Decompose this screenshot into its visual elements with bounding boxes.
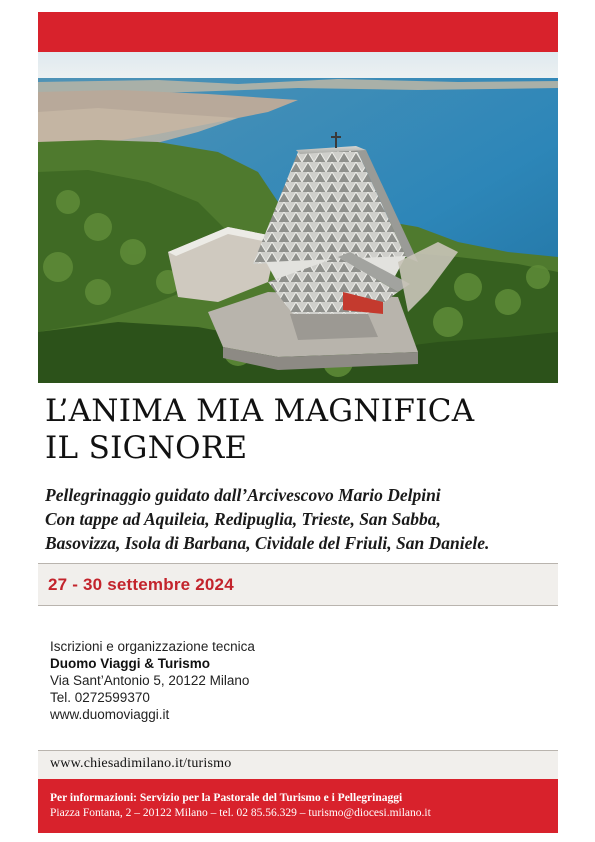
hero-photo: [38, 52, 558, 383]
sanctuary-aerial-image: [38, 52, 558, 383]
dates-band: [38, 563, 558, 606]
event-dates: 27 - 30 settembre 2024: [48, 575, 234, 594]
info-footer: [38, 779, 558, 833]
info-contacts: Piazza Fontana, 2 – 20122 Milano – tel. 02 85.56.329 – turismo@diocesi.milano.it: [50, 807, 431, 819]
pilgrimage-description: [45, 483, 565, 555]
agency-website-link[interactable]: www.duomoviaggi.it: [50, 707, 170, 722]
agency-phone: Tel. 0272599370: [50, 690, 150, 705]
subtitle-line-3: Basovizza, Isola di Barbana, Cividale del Friuli, San Daniele.: [45, 533, 490, 553]
title-line-2: IL SIGNORE: [45, 430, 248, 466]
subtitle-line-1: Pellegrinaggio guidato dall’Arcivescovo Mario Delpini: [45, 485, 441, 505]
agency-name: Duomo Viaggi & Turismo: [50, 656, 211, 671]
agency-address: Via Sant’Antonio 5, 20122 Milano: [50, 673, 250, 688]
diocese-website-link[interactable]: www.chiesadimilano.it/turismo: [50, 756, 232, 771]
website-band: [38, 750, 558, 779]
organizer-block: [50, 638, 350, 723]
title-line-1: L’ANIMA MIA MAGNIFICA: [45, 393, 475, 429]
organizer-intro: Iscrizioni e organizzazione tecnica: [50, 639, 255, 654]
info-text: [50, 791, 550, 821]
info-title: Per informazioni: Servizio per la Pastorale del Turismo e i Pellegrinaggi: [50, 792, 403, 804]
page-title: [45, 393, 565, 467]
top-red-band: [38, 12, 558, 52]
subtitle-line-2: Con tappe ad Aquileia, Redipuglia, Trieste, San Sabba,: [45, 509, 441, 529]
